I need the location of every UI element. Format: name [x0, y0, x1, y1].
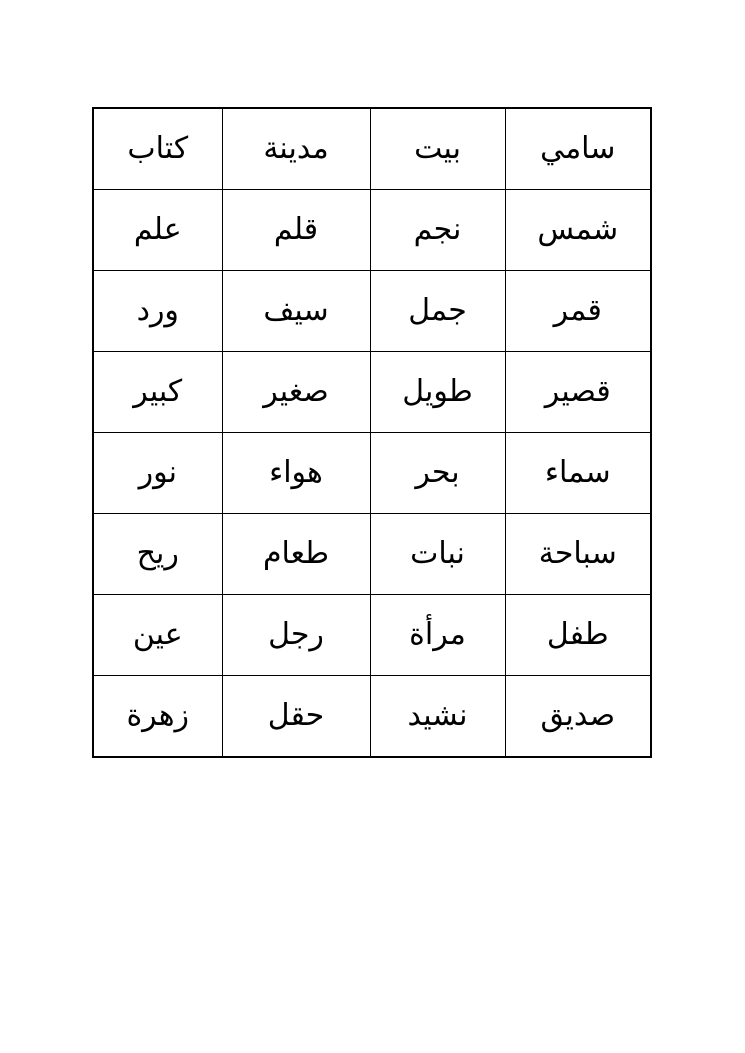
- table-row: [93, 433, 651, 514]
- word-cell: بيت: [370, 108, 505, 190]
- word-cell: عين: [93, 595, 222, 676]
- word-cell: مرأة: [370, 595, 505, 676]
- word-cell: قمر: [505, 271, 651, 352]
- word-cell: حقل: [222, 676, 370, 758]
- word-cell: كتاب: [93, 108, 222, 190]
- word-cell: رجل: [222, 595, 370, 676]
- word-cell: ورد: [93, 271, 222, 352]
- vocabulary-table: [92, 107, 652, 758]
- word-cell: كبير: [93, 352, 222, 433]
- word-cell: قصير: [505, 352, 651, 433]
- word-cell: ريح: [93, 514, 222, 595]
- word-cell: سماء: [505, 433, 651, 514]
- table-row: [93, 676, 651, 758]
- word-cell: صغير: [222, 352, 370, 433]
- word-cell: طفل: [505, 595, 651, 676]
- word-cell: نبات: [370, 514, 505, 595]
- word-cell: مدينة: [222, 108, 370, 190]
- word-cell: طويل: [370, 352, 505, 433]
- table-row: [93, 352, 651, 433]
- table-row: [93, 514, 651, 595]
- word-cell: زهرة: [93, 676, 222, 758]
- table-row: [93, 190, 651, 271]
- word-cell: سامي: [505, 108, 651, 190]
- word-cell: سباحة: [505, 514, 651, 595]
- word-cell: طعام: [222, 514, 370, 595]
- word-cell: جمل: [370, 271, 505, 352]
- word-cell: بحر: [370, 433, 505, 514]
- word-cell: قلم: [222, 190, 370, 271]
- word-cell: نجم: [370, 190, 505, 271]
- table-row: [93, 595, 651, 676]
- word-cell: نشيد: [370, 676, 505, 758]
- word-cell: نور: [93, 433, 222, 514]
- table-row: [93, 108, 651, 190]
- word-cell: هواء: [222, 433, 370, 514]
- table-row: [93, 271, 651, 352]
- word-cell: صديق: [505, 676, 651, 758]
- word-cell: علم: [93, 190, 222, 271]
- word-cell: شمس: [505, 190, 651, 271]
- word-cell: سيف: [222, 271, 370, 352]
